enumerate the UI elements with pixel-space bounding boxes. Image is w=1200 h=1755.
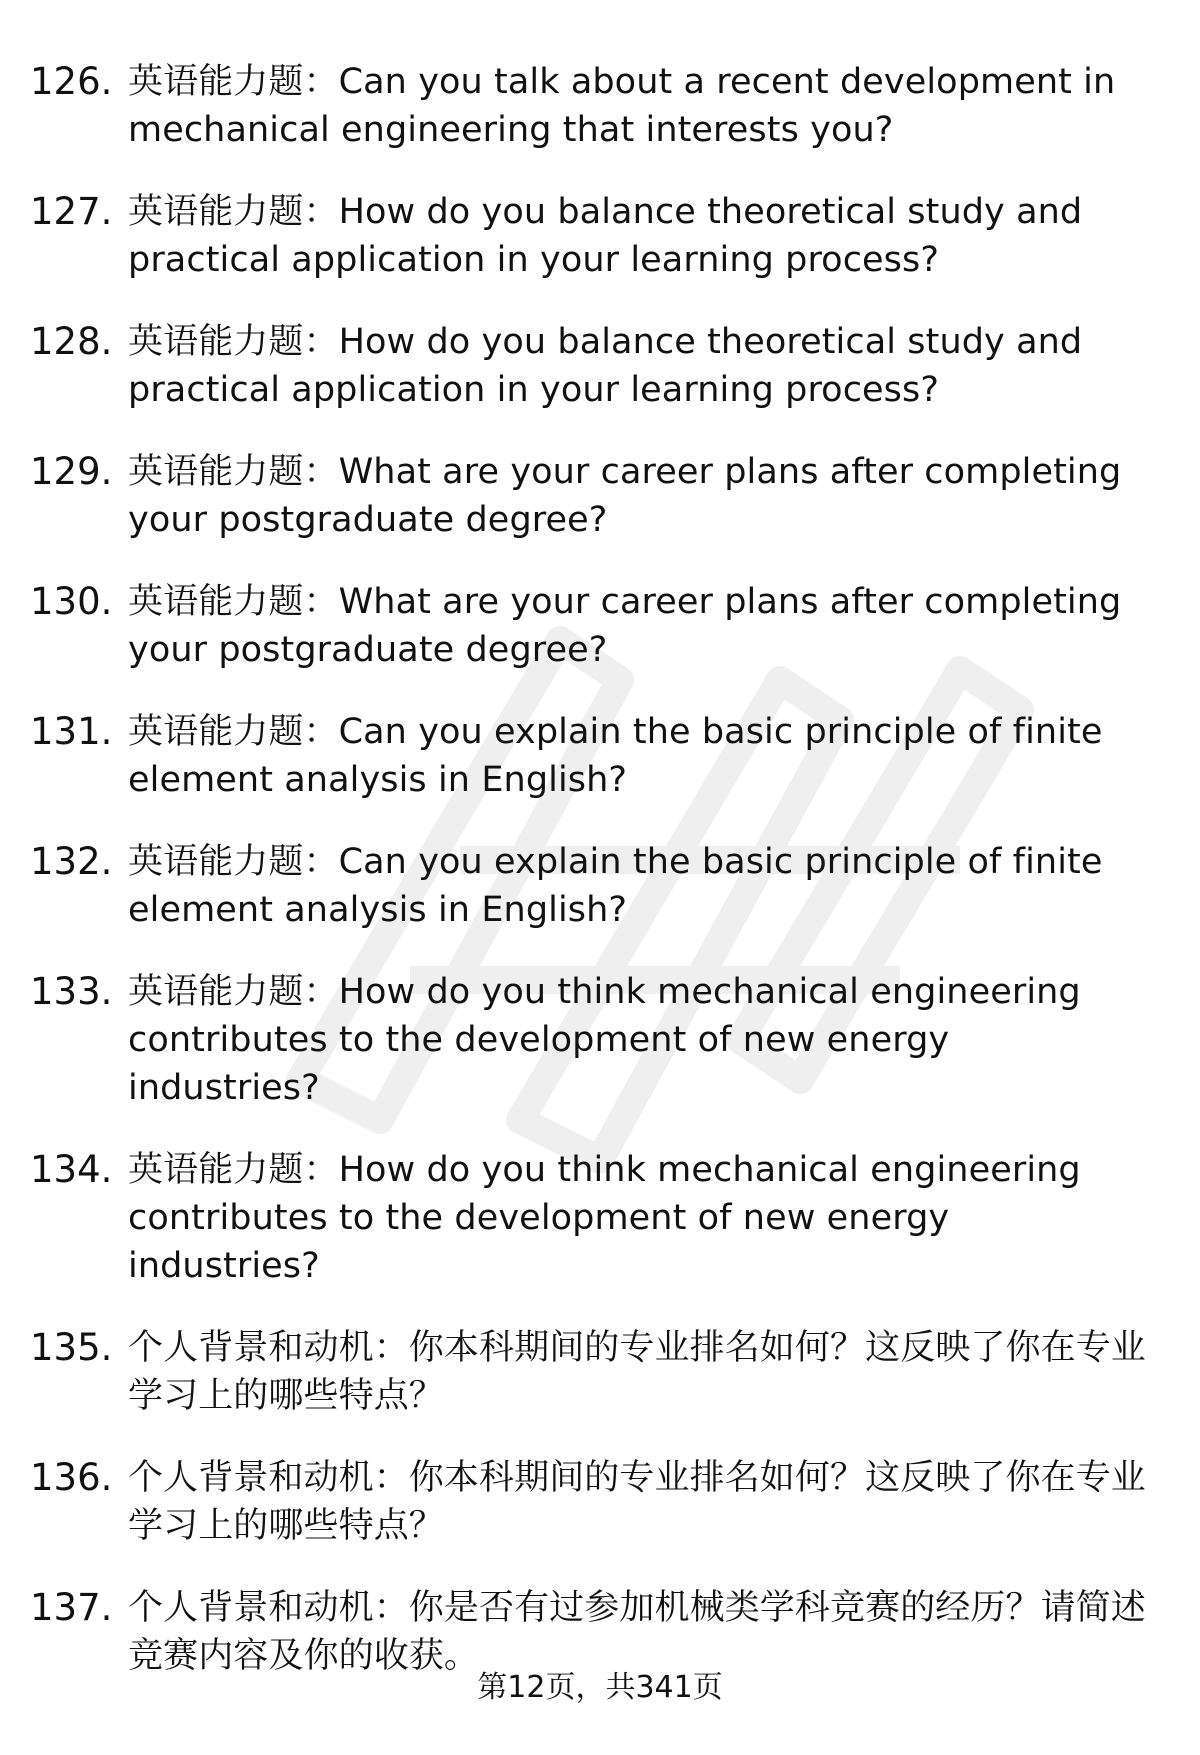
item-text: 个人背景和动机：你是否有过参加机械类学科竞赛的经历？请简述竞赛内容及你的收获。 <box>128 1588 1146 1676</box>
list-item <box>30 318 1150 414</box>
item-text: 英语能力题：How do you balance theoretical study and practical application in your learning process? <box>128 192 1083 280</box>
item-text: 英语能力题：How do you think mechanical engineering contributes to the development of new energy industries? <box>128 1150 1081 1286</box>
list-item <box>30 58 1150 154</box>
item-number: 133. <box>30 970 113 1013</box>
item-number: 131. <box>30 710 113 753</box>
page-footer <box>0 1668 1200 1708</box>
item-number: 134. <box>30 1148 113 1191</box>
page-number-label: 第12页，共341页 <box>477 1670 723 1705</box>
item-number: 130. <box>30 580 113 623</box>
list-item <box>30 968 1150 1112</box>
list-item <box>30 448 1150 544</box>
item-number: 127. <box>30 190 113 233</box>
list-item <box>30 1146 1150 1290</box>
item-text: 英语能力题：What are your career plans after completing your postgraduate degree? <box>128 582 1122 670</box>
list-item <box>30 578 1150 674</box>
item-number: 132. <box>30 840 113 883</box>
item-number: 129. <box>30 450 113 493</box>
item-text: 英语能力题：Can you explain the basic principle of finite element analysis in English? <box>128 712 1103 800</box>
item-number: 128. <box>30 320 113 363</box>
item-text: 英语能力题：How do you think mechanical engineering contributes to the development of new energy industries? <box>128 972 1081 1108</box>
item-text: 英语能力题：Can you talk about a recent development in mechanical engineering that interests you? <box>128 62 1116 150</box>
item-number: 137. <box>30 1586 113 1629</box>
list-item <box>30 1324 1150 1420</box>
list-item <box>30 1454 1150 1550</box>
item-number: 126. <box>30 60 113 103</box>
item-number: 136. <box>30 1456 113 1499</box>
item-text: 英语能力题：How do you balance theoretical study and practical application in your learning process? <box>128 322 1083 410</box>
item-text: 个人背景和动机：你本科期间的专业排名如何？这反映了你在专业学习上的哪些特点？ <box>128 1328 1146 1416</box>
item-text: 英语能力题：Can you explain the basic principle of finite element analysis in English? <box>128 842 1103 930</box>
item-number: 135. <box>30 1326 113 1369</box>
item-text: 个人背景和动机：你本科期间的专业排名如何？这反映了你在专业学习上的哪些特点？ <box>128 1458 1146 1546</box>
list-item <box>30 708 1150 804</box>
question-list <box>30 58 1150 1714</box>
list-item <box>30 188 1150 284</box>
list-item <box>30 838 1150 934</box>
list-item <box>30 1584 1150 1680</box>
item-text: 英语能力题：What are your career plans after completing your postgraduate degree? <box>128 452 1122 540</box>
